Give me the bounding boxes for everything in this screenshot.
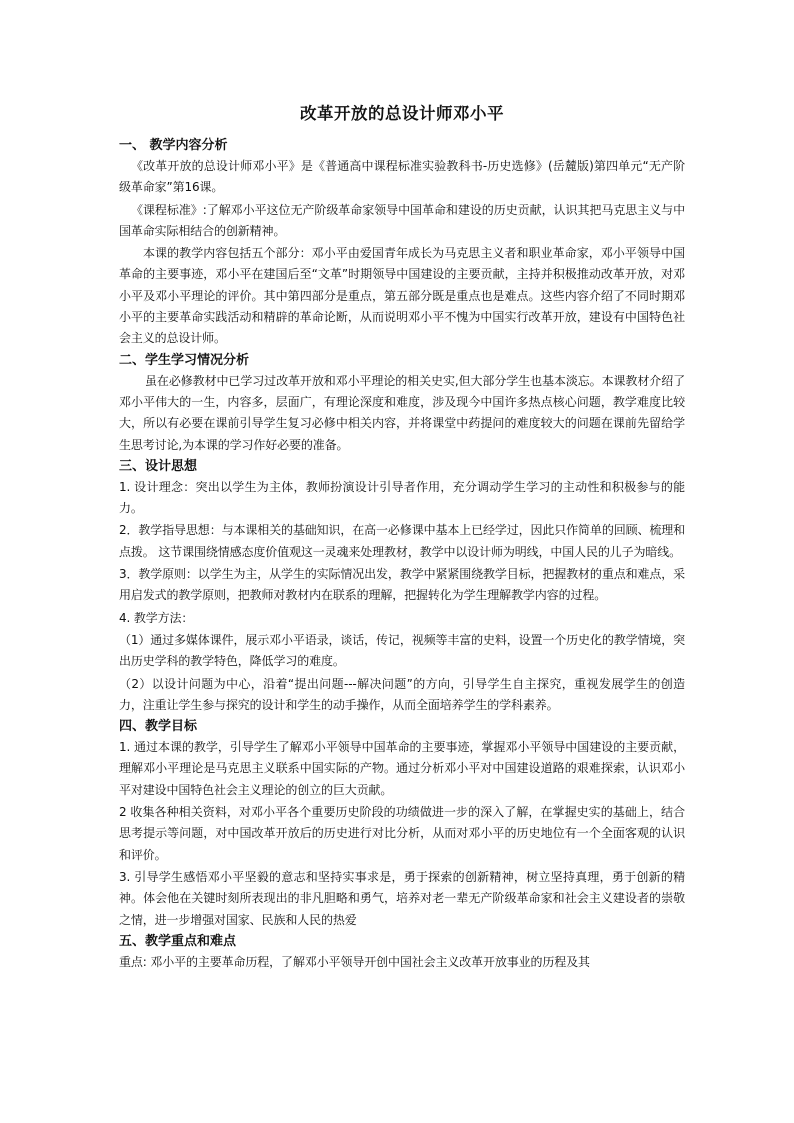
paragraph: 2．教学指导思想：与本课相关的基础知识，在高一必修课中基本上已经学过，因此只作简单的回顾、梳理和点拨。 这节课围绕情感态度价值观这一灵魂来处理教材，教学中以设计师为明线，中国人民的儿子为暗线。 (119, 523, 685, 559)
document-title: 改革开放的总设计师邓小平 (300, 104, 504, 123)
paragraph: 1. 设计理念：突出以学生为主体，教师扮演设计引导者作用，充分调动学生学习的主动性和积极参与的能力。 (119, 479, 685, 516)
section-heading: 二、学生学习情况分析 (119, 352, 250, 368)
paragraph: 重点: 邓小平的主要革命历程，了解邓小平领导开创中国社会主义改革开放事业的历程及其 (119, 954, 590, 969)
paragraph: 3. 引导学生感悟邓小平坚毅的意志和坚持实事求是，勇于探索的创新精神，树立坚持真理，勇于创新的精神。体会他在关键时刻所表现出的非凡胆略和勇气，培养对老一辈无产阶级革命家和社会主义建设者的崇敬之情，进一步增强对国家、民族和人民的热爱 (119, 869, 685, 927)
paragraph: 1. 通过本课的教学，引导学生了解邓小平领导中国革命的主要事迹，掌握邓小平领导中国建设的主要贡献，理解邓小平理论是马克思主义联系中国实际的产物。通过分析邓小平对中国建设道路的艰难探索，认识邓小平对建设中国特色社会主义理论的创立的巨大贡献。 (119, 740, 685, 797)
section-student-analysis (119, 351, 685, 456)
section-heading: 四、教学目标 (119, 719, 198, 735)
paragraph: 《课程标准》:了解邓小平这位无产阶级革命家领导中国革命和建设的历史贡献，认识其把马克思主义与中国革命实际相结合的创新精神。 (119, 202, 685, 238)
paragraph: 《改革开放的总设计师邓小平》是《普通高中课程标准实验教科书-历史选修》(岳麓版)第四单元“无产阶级革命家”第16课。 (119, 159, 685, 195)
section-heading: 三、设计思想 (119, 458, 198, 474)
document-page (119, 102, 685, 974)
paragraph: （2）以设计问题为中心，沿着“提出问题---解决问题”的方向，引导学生自主探究，重视发展学生的创造力，注重让学生参与探究的设计和学生的动手操作，从而全面培养学生的学科素养。 (119, 676, 685, 712)
paragraph: 虽在必修教材中已学习过改革开放和邓小平理论的相关史实,但大部分学生也基本淡忘。本课教材介绍了邓小平伟大的一生，内容多，层面广，有理论深度和难度，涉及现今中国许多热点核心问题，教学难度比较大，所以有必要在课前引导学生复习必修中相关内容，并将课堂中药提问的难度较大的问题在课前先留给学生思考讨论,为本课的学习作好必要的准备。 (119, 373, 685, 452)
section-heading: 五、教学重点和难点 (119, 933, 237, 949)
paragraph: 3．教学原则：以学生为主，从学生的实际情况出发，教学中紧紧围绕教学目标，把握教材的重点和难点，采用启发式的教学原则，把教师对教材内在联系的理解，把握转化为学生理解教学内容的过程。 (119, 567, 685, 603)
paragraph: （1）通过多媒体课件，展示邓小平语录，谈话，传记，视频等丰富的史料，设置一个历史化的教学情境，突出历史学科的教学特色，降低学习的难度。 (119, 632, 685, 669)
section-heading: 一、 教学内容分析 (119, 138, 228, 153)
paragraph: 4. 教学方法： (119, 610, 194, 625)
section-teaching-goals (119, 717, 685, 931)
section-design-thinking (119, 457, 685, 716)
section-key-points (119, 932, 685, 973)
paragraph: 本课的教学内容包括五个部分：邓小平由爱国青年成长为马克思主义者和职业革命家，邓小平领导中国革命的主要事迹，邓小平在建国后至“文革”时期领导中国建设的主要贡献，主持并积极推动改革开放，对邓小平及邓小平理论的评价。其中第四部分是重点，第五部分既是重点也是难点。这些内容介绍了不同时期邓小平的主要革命实践活动和精辟的革命论断，从而说明邓小平不愧为中国实行改革开放，建设有中国特色社会主义的总设计师。 (119, 246, 685, 346)
section-content-analysis (119, 136, 685, 350)
paragraph: 2 收集各种相关资料，对邓小平各个重要历史阶段的功绩做进一步的深入了解，在掌握史实的基础上，结合思考提示等问题，对中国改革开放后的历史进行对比分析，从而对邓小平的历史地位有一个全面客观的认识和评价。 (119, 805, 685, 862)
